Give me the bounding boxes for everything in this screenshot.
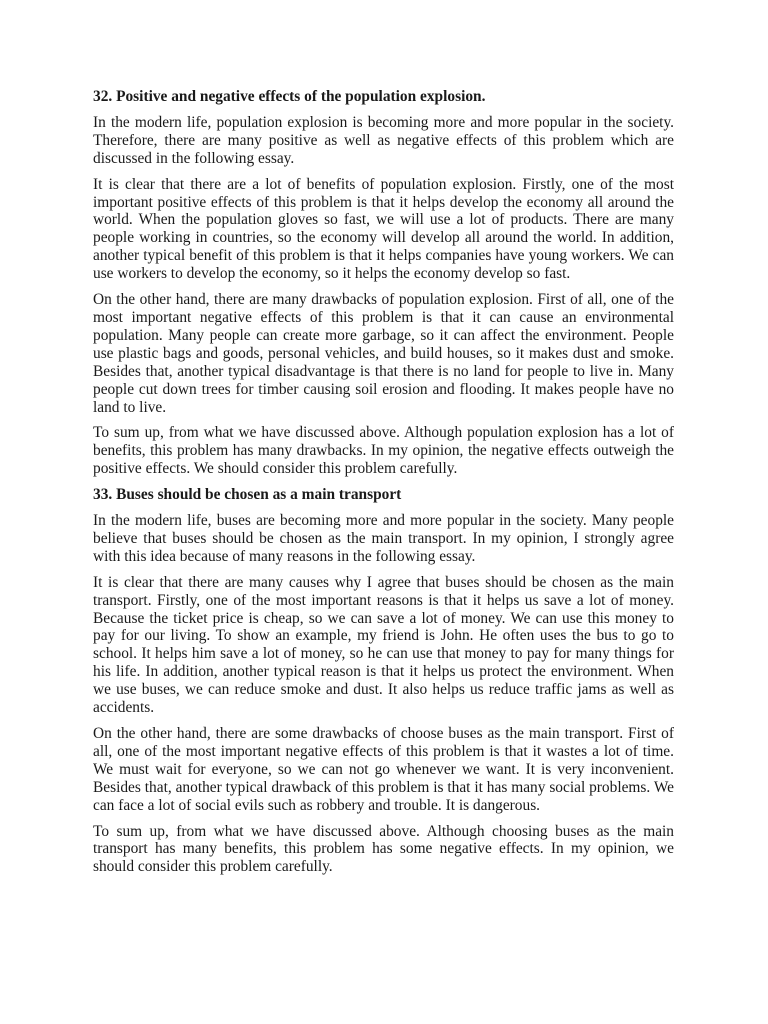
essay-33-paragraph-3: On the other hand, there are some drawbacks of choose buses as the main transport. First of all, one of the most important negative effects of this problem is that it wastes a lot of time. We must wait for everyone, so we can not go whenever we want. It is very inconvenient. Besides that, another typical drawback of this problem is that it has many social problems. We can face a lot of social evils such as robbery and trouble. It is dangerous.	[93, 725, 674, 814]
essay-33	[93, 486, 674, 876]
essay-32-paragraph-2: It is clear that there are a lot of benefits of population explosion. Firstly, one of the most important positive effects of this problem is that it helps develop the economy all around the world. When the population gloves so fast, we will use a lot of products. There are many people working in countries, so the economy will develop all around the world. In addition, another typical benefit of this problem is that it helps companies have young workers. We can use workers to develop the economy, so it helps the economy develop so fast.	[93, 175, 674, 283]
document-page	[93, 88, 674, 884]
essay-33-title: 33. Buses should be chosen as a main transport	[93, 486, 402, 504]
essay-32	[93, 88, 674, 478]
essay-33-paragraph-1: In the modern life, buses are becoming more and more popular in the society. Many people believe that buses should be chosen as the main transport. In my opinion, I strongly agree with this idea because of many reasons in the following essay.	[93, 512, 674, 565]
essay-33-paragraph-2: It is clear that there are many causes why I agree that buses should be chosen as the main transport. Firstly, one of the most important reasons is that it helps us save a lot of money. Because the ticket price is cheap, so we can save a lot of money. We can use this money to pay for our living. To show an example, my friend is John. He often uses the bus to go to school. It helps him save a lot of money, so he can use that money to pay for many things for his life. In addition, another typical reason is that it helps us protect the environment. When we use buses, we can reduce smoke and dust. It also helps us reduce traffic jams as well as accidents.	[93, 573, 674, 717]
essay-32-paragraph-1: In the modern life, population explosion is becoming more and more popular in the society. Therefore, there are many positive as well as negative effects of this problem which are discussed in the following essay.	[93, 113, 674, 167]
essay-33-paragraph-4: To sum up, from what we have discussed above. Although choosing buses as the main transport has many benefits, this problem has some negative effects. In my opinion, we should consider this problem carefully.	[93, 822, 674, 876]
essay-32-paragraph-4: To sum up, from what we have discussed above. Although population explosion has a lot of benefits, this problem has many drawbacks. In my opinion, the negative effects outweigh the positive effects. We should consider this problem carefully.	[93, 424, 674, 478]
essay-32-paragraph-3: On the other hand, there are many drawbacks of population explosion. First of all, one of the most important negative effects of this problem is that it can cause an environmental population. Many people can create more garbage, so it can affect the environment. People use plastic bags and goods, personal vehicles, and build houses, so it makes dust and smoke. Besides that, another typical disadvantage is that there is no land for people to live in. Many people cut down trees for timber causing soil erosion and flooding. It makes people have no land to live.	[93, 291, 674, 416]
essay-32-title: 32. Positive and negative effects of the population explosion.	[93, 88, 486, 105]
